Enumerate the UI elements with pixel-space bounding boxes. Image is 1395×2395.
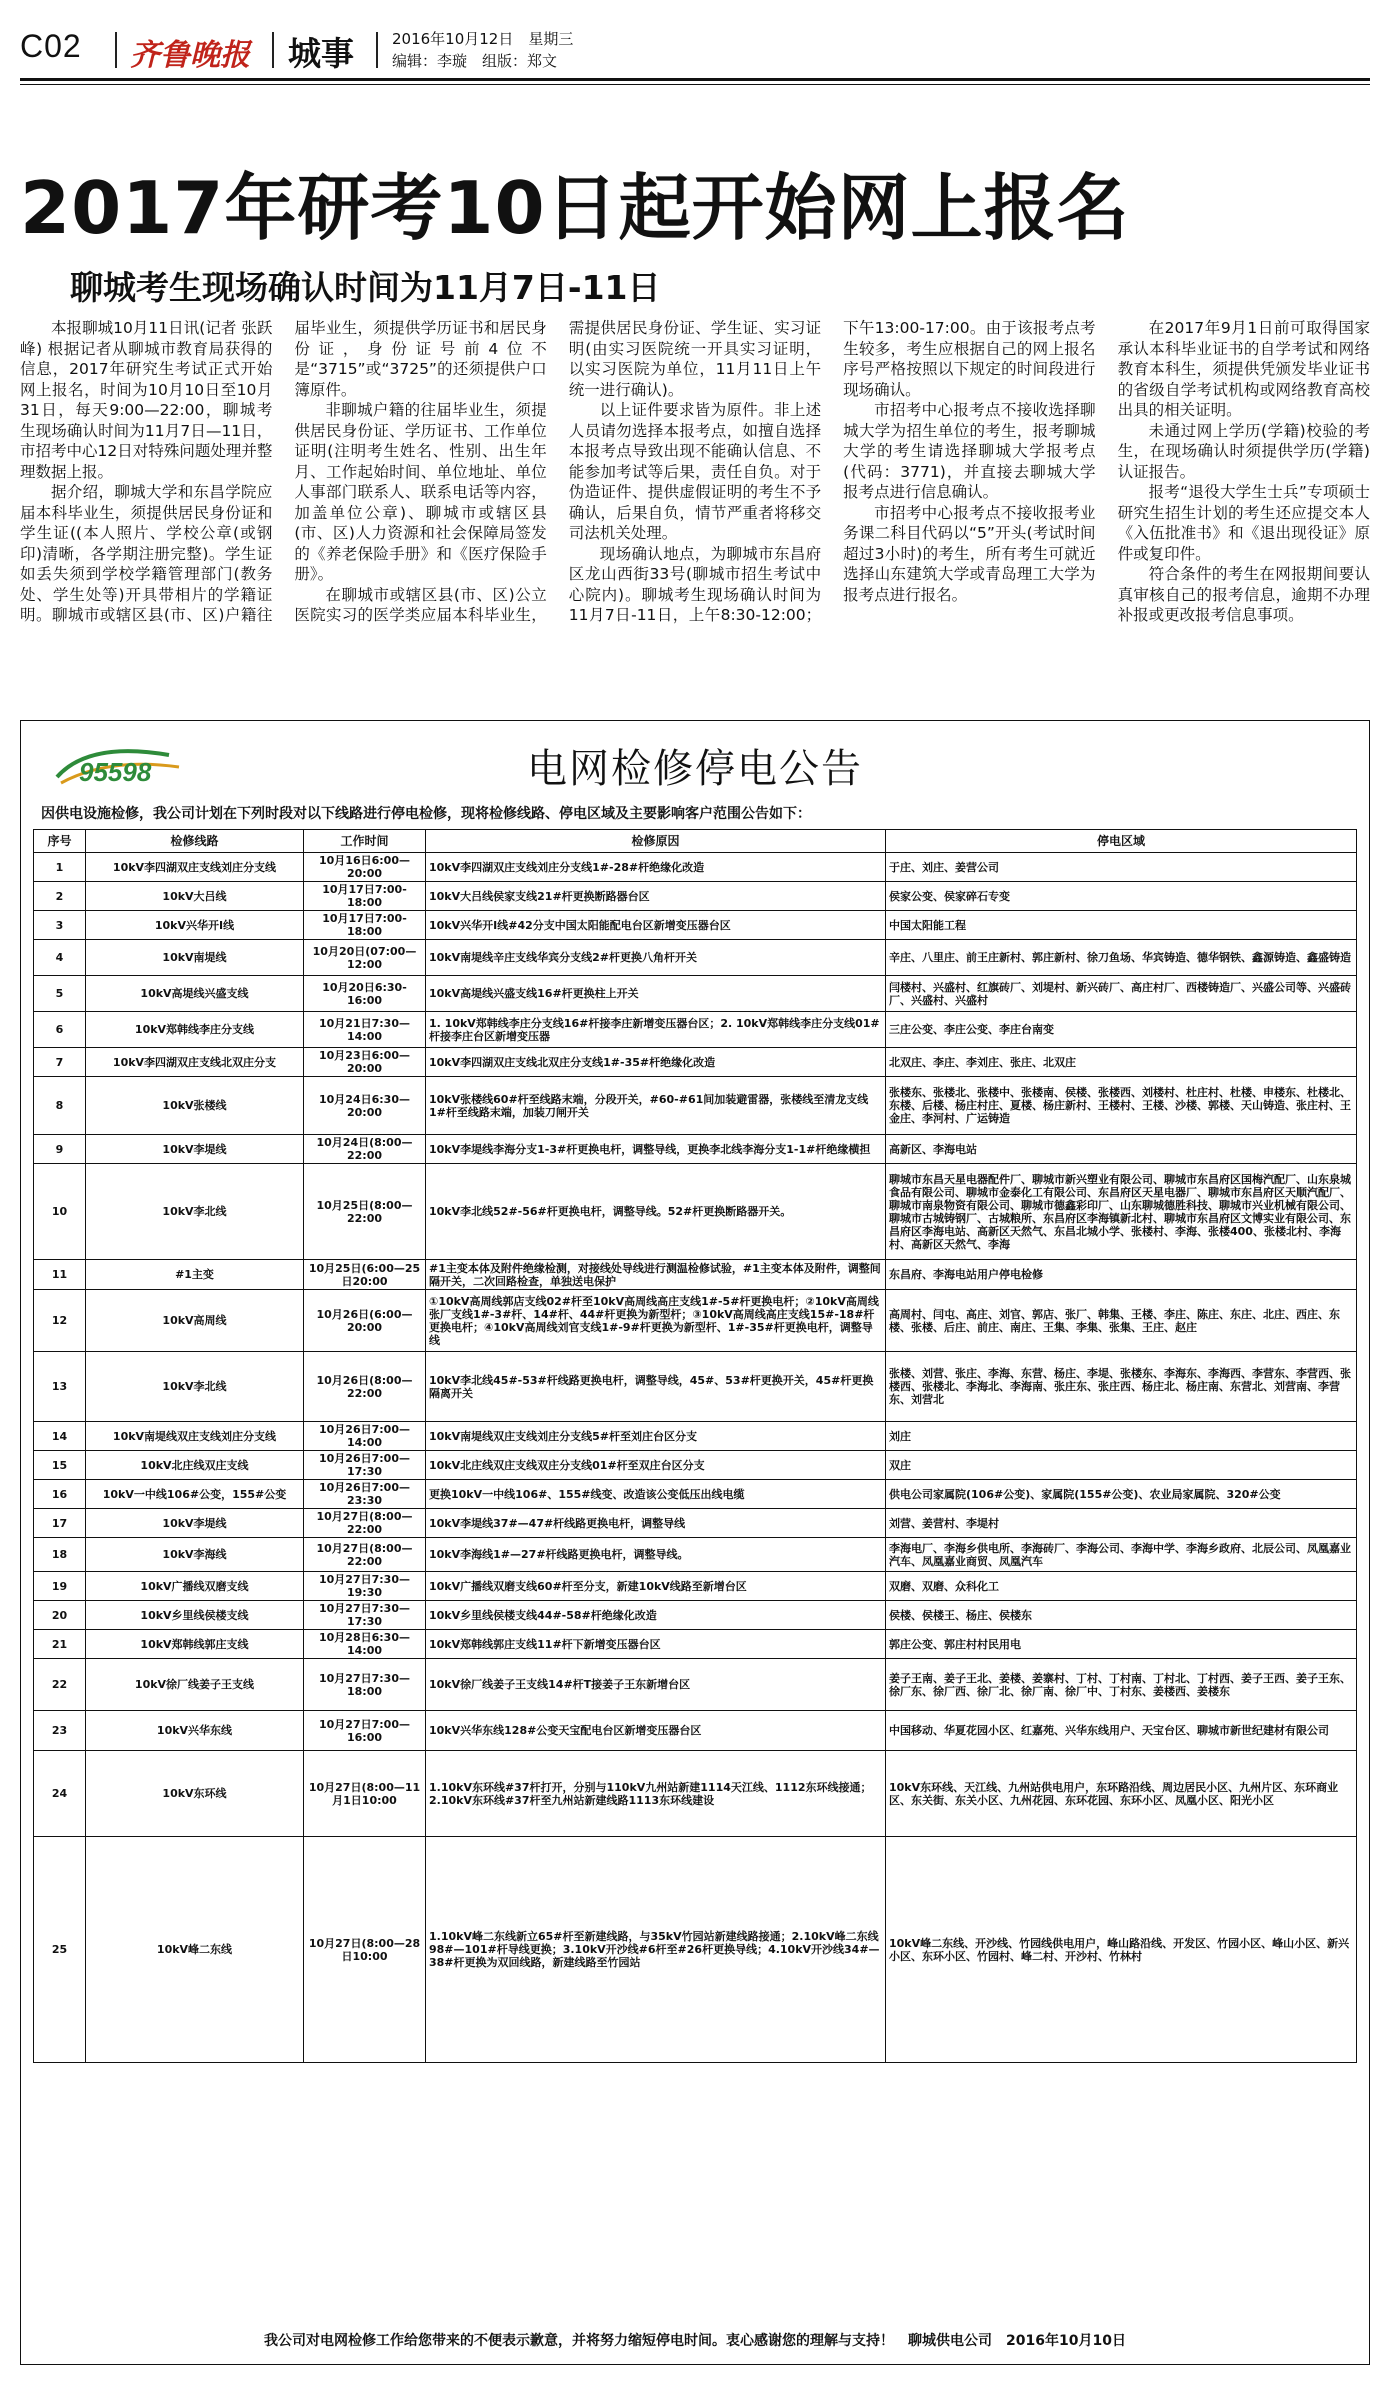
article-paragraph: 据介绍，聊城大学和东昌学院应届本科毕业生，须提供居民身份证和学生证((本人照片、学校公章(或钢印)清晰，各学期注册完整)。学生证如丢失须到学校学籍管理部门(教务处、学生处等)开具带相片的学籍证明。聊城市或辖区县(市、区)户籍往届毕业生，须提供学历证书和居民身份证，身份证号前4位不是“3715”或“3725”的还须提供户口簿原件。 xyxy=(20,319,547,624)
table-cell: 10月26日(8:00—22:00 xyxy=(304,1352,426,1422)
table-cell: 24 xyxy=(34,1751,86,1837)
notice-footer: 我公司对电网检修工作给您带来的不便表示歉意，并将努力缩短停电时间。衷心感谢您的理解与支持！ 聊城供电公司 2016年10月10日 xyxy=(264,2333,1126,2349)
table-cell: 双磨、双磨、众科化工 xyxy=(886,1572,1357,1601)
table-cell: 10kV南堤线辛庄支线华宾分支线2#杆更换八角杆开关 xyxy=(426,940,886,976)
table-cell: 10月24日6:30—20:00 xyxy=(304,1077,426,1135)
outage-notice xyxy=(20,720,1370,2365)
table-cell: 10kV张楼线60#杆至线路末端，分段开关，#60-#61间加装避雷器，张楼线至清龙支线1#杆至线路末端，加装刀闸开关 xyxy=(426,1077,886,1135)
table-cell: 10kV李北线45#-53#杆线路更换电杆，调整导线，45#、53#杆更换开关，45#杆更换隔离开关 xyxy=(426,1352,886,1422)
table-cell: 10kV高堤线兴盛支线16#杆更换柱上开关 xyxy=(426,976,886,1012)
page-header xyxy=(20,28,1370,73)
table-cell: 三庄公变、李庄公变、李庄台南变 xyxy=(886,1012,1357,1048)
table-cell: 10kV北庄线双庄支线 xyxy=(86,1451,304,1480)
table-cell: 双庄 xyxy=(886,1451,1357,1480)
table-row xyxy=(34,1480,1357,1509)
logo-number: 95598 xyxy=(79,757,152,787)
table-cell: 18 xyxy=(34,1538,86,1572)
article-paragraph: 本报聊城10月11日讯(记者 张跃峰) 根据记者从聊城市教育局获得的信息，2017年研究生考试正式开始网上报名，时间为10月10日至10月31日，每天9:00—22:00，聊城考生现场确认时间为11月7日—11日，市招考中心12日对特殊问题处理并整理数据上报。 xyxy=(20,319,273,481)
table-cell: 10月27日(8:00—28日10:00 xyxy=(304,1837,426,2063)
table-row xyxy=(34,1538,1357,1572)
table-cell: 10kV兴华东线 xyxy=(86,1711,304,1751)
table-cell: 16 xyxy=(34,1480,86,1509)
table-cell: 10月27日7:30—18:00 xyxy=(304,1659,426,1711)
table-cell: 10月17日7:00-18:00 xyxy=(304,882,426,911)
table-cell: 东昌府、李海电站用户停电检修 xyxy=(886,1260,1357,1290)
table-cell: #1主变 xyxy=(86,1260,304,1290)
table-cell: 10kV广播线双磨支线 xyxy=(86,1572,304,1601)
outage-table xyxy=(33,829,1357,2063)
table-cell: 1.10kV东环线#37杆打开，分别与110kV九州站新建1114天江线、1112东环线接通；2.10kV东环线#37杆至九州站新建线路1113东环线建设 xyxy=(426,1751,886,1837)
table-cell: 25 xyxy=(34,1837,86,2063)
table-cell: 5 xyxy=(34,976,86,1012)
divider xyxy=(115,32,117,68)
table-row xyxy=(34,1572,1357,1601)
table-row xyxy=(34,1422,1357,1451)
table-cell: 8 xyxy=(34,1077,86,1135)
article-paragraph: 市招考中心报考点不接收报考业务课二科目代码以“5”开头(考试时间超过3小时)的考生，所有考生可就近选择山东建筑大学或青岛理工大学为报考点进行报名。 xyxy=(843,503,1096,604)
table-row xyxy=(34,1164,1357,1260)
table-row xyxy=(34,853,1357,882)
table-cell: 10kV乡里线侯楼支线 xyxy=(86,1601,304,1630)
table-cell: 北双庄、李庄、李刘庄、张庄、北双庄 xyxy=(886,1048,1357,1077)
table-cell: 张楼东、张楼北、张楼中、张楼南、侯楼、张楼西、刘楼村、杜庄村、杜楼、申楼东、杜楼北、东楼、后楼、杨庄村庄、夏楼、杨庄新村、王楼村、王楼、沙楼、郭楼、天山铸造、张庄村、王金庄、李河村、广运铸造 xyxy=(886,1077,1357,1135)
table-cell: 10kV南堤线双庄支线刘庄分支线 xyxy=(86,1422,304,1451)
table-cell: 10kV东环线、天江线、九州站供电用户，东环路沿线、周边居民小区、九州片区、东环商业区、东关街、东关小区、九州花园、东环花园、东环小区、凤凰小区、阳光小区 xyxy=(886,1751,1357,1837)
table-cell: 3 xyxy=(34,911,86,940)
table-cell: 10kV李四湖双庄支线刘庄分支线 xyxy=(86,853,304,882)
table-cell: 7 xyxy=(34,1048,86,1077)
table-cell: 张楼、刘营、张庄、李海、东营、杨庄、李堤、张楼东、李海东、李海西、李营东、李营西、张楼西、张楼北、李海北、李海南、张庄东、张庄西、杨庄北、杨庄南、东营北、刘营南、李营东、刘营北 xyxy=(886,1352,1357,1422)
table-cell: 13 xyxy=(34,1352,86,1422)
table-cell: 10kV郑韩线李庄分支线 xyxy=(86,1012,304,1048)
table-row xyxy=(34,976,1357,1012)
outage-table-body xyxy=(34,853,1357,2063)
table-cell: 1. 10kV郑韩线李庄分支线16#杆接李庄新增变压器台区；2. 10kV郑韩线李庄分支线01#杆接李庄台区新增变压器 xyxy=(426,1012,886,1048)
table-cell: 10月26日(6:00—20:00 xyxy=(304,1290,426,1352)
table-cell: 聊城市东昌天星电器配件厂、聊城市新兴塑业有限公司、聊城市东昌府区国梅汽配厂、山东泉城食品有限公司、聊城市金泰化工有限公司、东昌府区天星电器厂、聊城市东昌府区天顺汽配厂、聊城市南泉物资有限公司、聊城市德鑫彩印厂、山东聊城德胜科技、聊城市兴业机械有限公司、聊城市古城铸钢厂、古城粮所、东昌府区李海镇新北村、聊城市东昌府区文博实业有限公司、东昌府区李海电站、高新区天然气、东昌北城小学、张楼村、李海、张楼400、张楼北村、李海村、高新区天然气、李海 xyxy=(886,1164,1357,1260)
table-cell: 10月21日7:30—14:00 xyxy=(304,1012,426,1048)
table-cell: 刘营、姜营村、李堤村 xyxy=(886,1509,1357,1538)
table-cell: 1.10kV峰二东线新立65#杆至新建线路，与35kV竹园站新建线路接通；2.10kV峰二东线98#—101#杆导线更换；3.10kV开沙线#6杆至#26杆更换导线；4.10kV开沙线34#—38#杆更换为双回线路，新建线路至竹园站 xyxy=(426,1837,886,2063)
table-cell: 10 xyxy=(34,1164,86,1260)
table-cell: 10月26日7:00—17:30 xyxy=(304,1451,426,1480)
table-row xyxy=(34,882,1357,911)
table-cell: 于庄、刘庄、姜营公司 xyxy=(886,853,1357,882)
table-cell: 14 xyxy=(34,1422,86,1451)
table-cell: ①10kV高周线郭店支线02#杆至10kV高周线高庄支线1#-5#杆更换电杆；②10kV高周线张厂支线1#-3#杆、14#杆、44#杆更换为新型杆；③10kV高周线高庄支线15#-18#杆更换电杆；④10kV高周线刘官支线1#-9#杆更换为新型杆、1#-35#杆更换电杆，调整导线 xyxy=(426,1290,886,1352)
table-cell: 10月26日7:00—14:00 xyxy=(304,1422,426,1451)
column-header: 检修线路 xyxy=(86,830,304,853)
table-row xyxy=(34,1077,1357,1135)
table-cell: 10月27日7:30—19:30 xyxy=(304,1572,426,1601)
table-cell: 10kV李堤线 xyxy=(86,1509,304,1538)
table-cell: 21 xyxy=(34,1630,86,1659)
table-row xyxy=(34,1352,1357,1422)
table-cell: 侯楼、侯楼王、杨庄、侯楼东 xyxy=(886,1601,1357,1630)
table-row xyxy=(34,1290,1357,1352)
table-cell: 侯家公变、侯家碎石专变 xyxy=(886,882,1357,911)
table-cell: 10kV乡里线侯楼支线44#-58#杆绝缘化改造 xyxy=(426,1601,886,1630)
table-cell: 10月27日7:30—17:30 xyxy=(304,1601,426,1630)
table-cell: 中国太阳能工程 xyxy=(886,911,1357,940)
article-paragraph: 以上证件要求皆为原件。非上述人员请勿选择本报考点，如擅自选择本报考点导致出现不能确认信息、不能参加考试等后果，责任自负。对于伪造证件、提供虚假证明的考生不予确认，后果自负，情节严重者将移交司法机关处理。 xyxy=(568,401,822,542)
table-cell: 10kV广播线双磨支线60#杆至分支，新建10kV线路至新增台区 xyxy=(426,1572,886,1601)
article-paragraph: 符合条件的考生在网报期间要认真审核自己的报考信息，逾期不办理补报或更改报考信息事项。 xyxy=(1117,565,1370,624)
subheadline: 聊城考生现场确认时间为11月7日-11日 xyxy=(70,268,661,307)
table-cell: 10kV李四湖双庄支线北双庄分支 xyxy=(86,1048,304,1077)
issue-date: 2016年10月12日 星期三 xyxy=(392,30,574,48)
table-row xyxy=(34,1012,1357,1048)
table-cell: 更换10kV一中线106#、155#线变、改造该公变低压出线电缆 xyxy=(426,1480,886,1509)
table-row xyxy=(34,1135,1357,1164)
header-rule-thin xyxy=(20,84,1370,85)
table-cell: 10kV李北线 xyxy=(86,1164,304,1260)
table-cell: 10月27日(8:00—22:00 xyxy=(304,1538,426,1572)
section-title: 城事 xyxy=(288,34,354,73)
table-cell: 10月23日6:00—20:00 xyxy=(304,1048,426,1077)
table-cell: 10kV李海线 xyxy=(86,1538,304,1572)
page-number: C02 xyxy=(20,28,82,64)
table-cell: 9 xyxy=(34,1135,86,1164)
article-paragraph: 现场确认地点，为聊城市东昌府区龙山西街33号(聊城市招生考试中心院内)。聊城考生现场确认时间为11月7日-11日，上午8:30-12:00；下午13:00-17:00。由于该报考点考生较多，考生应根据自己的网上报名序号严格按照以下规定的时间段进行现场确认。 xyxy=(568,319,1096,624)
table-cell: 10kV北庄线双庄支线双庄分支线01#杆至双庄台区分支 xyxy=(426,1451,886,1480)
table-cell: 10kV李北线 xyxy=(86,1352,304,1422)
article-paragraph: 非聊城户籍的往届毕业生，须提供居民身份证、学历证书、工作单位证明(注明考生姓名、性别、出生年月、工作起始时间、单位地址、单位人事部门联系人、联系电话等内容，加盖单位公章)、聊城市或辖区县(市、区)人力资源和社会保障局签发的《养老保险手册》和《医疗保险手册》。 xyxy=(294,401,547,583)
table-row xyxy=(34,1837,1357,2063)
table-cell: 17 xyxy=(34,1509,86,1538)
article-paragraph: 未通过网上学历(学籍)校验的考生，在现场确认时须提供学历(学籍)认证报告。 xyxy=(1117,421,1370,481)
table-cell: 10kV李堤线李海分支1-3#杆更换电杆，调整导线，更换李北线李海分支1-1#杆绝缘横担 xyxy=(426,1135,886,1164)
table-cell: 23 xyxy=(34,1711,86,1751)
table-cell: 10月26日7:00—23:30 xyxy=(304,1480,426,1509)
table-cell: 10kV李堤线 xyxy=(86,1135,304,1164)
table-cell: 10kV郑韩线郭庄支线11#杆下新增变压器台区 xyxy=(426,1630,886,1659)
table-cell: 10kV李海线1#—27#杆线路更换电杆，调整导线。 xyxy=(426,1538,886,1572)
column-header: 停电区域 xyxy=(886,830,1357,853)
table-cell: 高新区、李海电站 xyxy=(886,1135,1357,1164)
table-cell: 10kV李四湖双庄支线刘庄分支线1#-28#杆绝缘化改造 xyxy=(426,853,886,882)
table-cell: 刘庄 xyxy=(886,1422,1357,1451)
column-header: 检修原因 xyxy=(426,830,886,853)
article-body xyxy=(20,318,1370,698)
table-cell: 10月16日6:00—20:00 xyxy=(304,853,426,882)
table-cell: 10kV高堤线兴盛支线 xyxy=(86,976,304,1012)
table-row xyxy=(34,1451,1357,1480)
column-header: 工作时间 xyxy=(304,830,426,853)
table-cell: 10kV南堤线 xyxy=(86,940,304,976)
divider xyxy=(376,32,378,68)
table-cell: 10kV峰二东线、开沙线、竹园线供电用户，峰山路沿线、开发区、竹园小区、峰山小区、新兴小区、东环小区、竹园村、峰二村、开沙村、竹林村 xyxy=(886,1837,1357,2063)
divider xyxy=(272,32,274,68)
table-cell: 10kV大吕线侯家支线21#杆更换断路器台区 xyxy=(426,882,886,911)
article-paragraph: 市招考中心报考点不接收选择聊城大学为招生单位的考生，报考聊城大学的考生请选择聊城大学报考点(代码：3771)，并直接去聊城大学报考点进行信息确认。 xyxy=(843,401,1096,501)
table-cell: 10月17日7:00-18:00 xyxy=(304,911,426,940)
table-cell: 10月20日(07:00—12:00 xyxy=(304,940,426,976)
table-cell: 6 xyxy=(34,1012,86,1048)
table-cell: 10月25日(8:00—22:00 xyxy=(304,1164,426,1260)
table-cell: 10月28日6:30—14:00 xyxy=(304,1630,426,1659)
editor-credit: 编辑：李璇 组版：郑文 xyxy=(392,52,558,70)
table-cell: 10kV兴华开Ⅰ线 xyxy=(86,911,304,940)
table-row xyxy=(34,1659,1357,1711)
notice-title: 电网检修停电公告 xyxy=(527,746,863,792)
table-cell: 10kV张楼线 xyxy=(86,1077,304,1135)
table-cell: 李海电厂、李海乡供电所、李海砖厂、李海公司、李海中学、李海乡政府、北辰公司、凤凰嘉业汽车、凤凰嘉业商贸、凤凰汽车 xyxy=(886,1538,1357,1572)
table-cell: 10kV峰二东线 xyxy=(86,1837,304,2063)
table-cell: 10月27日7:00—16:00 xyxy=(304,1711,426,1751)
table-cell: 10kV徐厂线姜子王支线14#杆T接姜子王东新增台区 xyxy=(426,1659,886,1711)
table-cell: 高周村、闫屯、高庄、刘官、郭店、张厂、韩集、王楼、李庄、陈庄、东庄、北庄、西庄、东楼、张楼、后庄、前庄、南庄、王集、李集、张集、王庄、赵庄 xyxy=(886,1290,1357,1352)
table-cell: 10月25日(6:00—25日20:00 xyxy=(304,1260,426,1290)
table-cell: 10月27日(8:00—11月1日10:00 xyxy=(304,1751,426,1837)
newspaper-logo: 齐鲁晚报 xyxy=(130,38,250,73)
table-row xyxy=(34,1630,1357,1659)
table-cell: 闫楼村、兴盛村、红旗砖厂、刘堤村、新兴砖厂、高庄村厂、西楼铸造厂、兴盛公司等、兴盛砖厂、兴盛村、兴盛村 xyxy=(886,976,1357,1012)
table-row xyxy=(34,1751,1357,1837)
table-cell: 10kV兴华东线128#公变天宝配电台区新增变压器台区 xyxy=(426,1711,886,1751)
table-cell: 姜子王南、姜子王北、姜楼、姜寨村、丁村、丁村南、丁村北、丁村西、姜子王西、姜子王东、徐厂东、徐厂西、徐厂北、徐厂南、徐厂中、丁村东、姜楼西、姜楼东 xyxy=(886,1659,1357,1711)
table-cell: 10月24日(8:00—22:00 xyxy=(304,1135,426,1164)
column-header: 序号 xyxy=(34,830,86,853)
table-cell: 20 xyxy=(34,1601,86,1630)
table-cell: 19 xyxy=(34,1572,86,1601)
table-cell: 10月27日(8:00—22:00 xyxy=(304,1509,426,1538)
table-cell: #1主变本体及附件绝缘检测，对接线处导线进行测温检修试验，#1主变本体及附件，调整间隔开关，二次回路检查，单独送电保护 xyxy=(426,1260,886,1290)
table-cell: 10月20日6:30-16:00 xyxy=(304,976,426,1012)
table-row xyxy=(34,1711,1357,1751)
table-cell: 15 xyxy=(34,1451,86,1480)
header-rule xyxy=(20,78,1370,81)
table-cell: 辛庄、八里庄、前王庄新村、郭庄新村、徐刀鱼场、华宾铸造、德华钢铁、鑫源铸造、鑫盛铸造 xyxy=(886,940,1357,976)
table-cell: 10kV一中线106#公变，155#公变 xyxy=(86,1480,304,1509)
table-cell: 10kV李北线52#-56#杆更换电杆，调整导线。52#杆更换断路器开关。 xyxy=(426,1164,886,1260)
table-cell: 4 xyxy=(34,940,86,976)
table-cell: 22 xyxy=(34,1659,86,1711)
table-row xyxy=(34,1048,1357,1077)
table-cell: 10kV李四湖双庄支线北双庄分支线1#-35#杆绝缘化改造 xyxy=(426,1048,886,1077)
table-cell: 12 xyxy=(34,1290,86,1352)
article-paragraph: 报考“退役大学生士兵”专项硕士研究生招生计划的考生还应提交本人《入伍批准书》和《退出现役证》原件或复印件。 xyxy=(1117,483,1370,563)
table-cell: 10kV南堤线双庄支线刘庄分支线5#杆至刘庄台区分支 xyxy=(426,1422,886,1451)
table-row xyxy=(34,1260,1357,1290)
table-cell: 10kV大吕线 xyxy=(86,882,304,911)
table-cell: 10kV李堤线37#—47#杆线路更换电杆，调整导线 xyxy=(426,1509,886,1538)
table-cell: 中国移动、华夏花园小区、红嘉苑、兴华东线用户、天宝台区、聊城市新世纪建材有限公司 xyxy=(886,1711,1357,1751)
table-cell: 供电公司家属院(106#公变)、家属院(155#公变)、农业局家属院、320#公变 xyxy=(886,1480,1357,1509)
table-row xyxy=(34,1601,1357,1630)
article-paragraph: 在聊城市或辖区县(市、区)公立医院实习的医学类应届本科毕业生，需提供居民身份证、学生证、实习证明(由实习医院统一开具实习证明，以实习医院为单位，11月11日上午统一进行确认)。 xyxy=(294,319,822,624)
table-cell: 10kV郑韩线郭庄支线 xyxy=(86,1630,304,1659)
table-row xyxy=(34,911,1357,940)
table-header-row xyxy=(34,830,1357,853)
table-cell: 2 xyxy=(34,882,86,911)
table-cell: 1 xyxy=(34,853,86,882)
table-cell: 11 xyxy=(34,1260,86,1290)
article-paragraph: 在2017年9月1日前可取得国家承认本科毕业证书的自学考试和网络教育本科生，须提供凭颁发毕业证书的省级自学考试机构或网络教育高校出具的相关证明。 xyxy=(1117,319,1370,419)
table-cell: 10kV东环线 xyxy=(86,1751,304,1837)
table-row xyxy=(34,1509,1357,1538)
table-row xyxy=(34,940,1357,976)
notice-intro: 因供电设施检修，我公司计划在下列时段对以下线路进行停电检修，现将检修线路、停电区域及主要影响客户范围公告如下： xyxy=(41,806,811,822)
table-cell: 10kV徐厂线姜子王支线 xyxy=(86,1659,304,1711)
table-cell: 10kV兴华开Ⅰ线#42分支中国太阳能配电台区新增变压器台区 xyxy=(426,911,886,940)
headline: 2017年研考10日起开始网上报名 xyxy=(20,166,1130,250)
table-cell: 10kV高周线 xyxy=(86,1290,304,1352)
table-cell: 郭庄公变、郭庄村村民用电 xyxy=(886,1630,1357,1659)
